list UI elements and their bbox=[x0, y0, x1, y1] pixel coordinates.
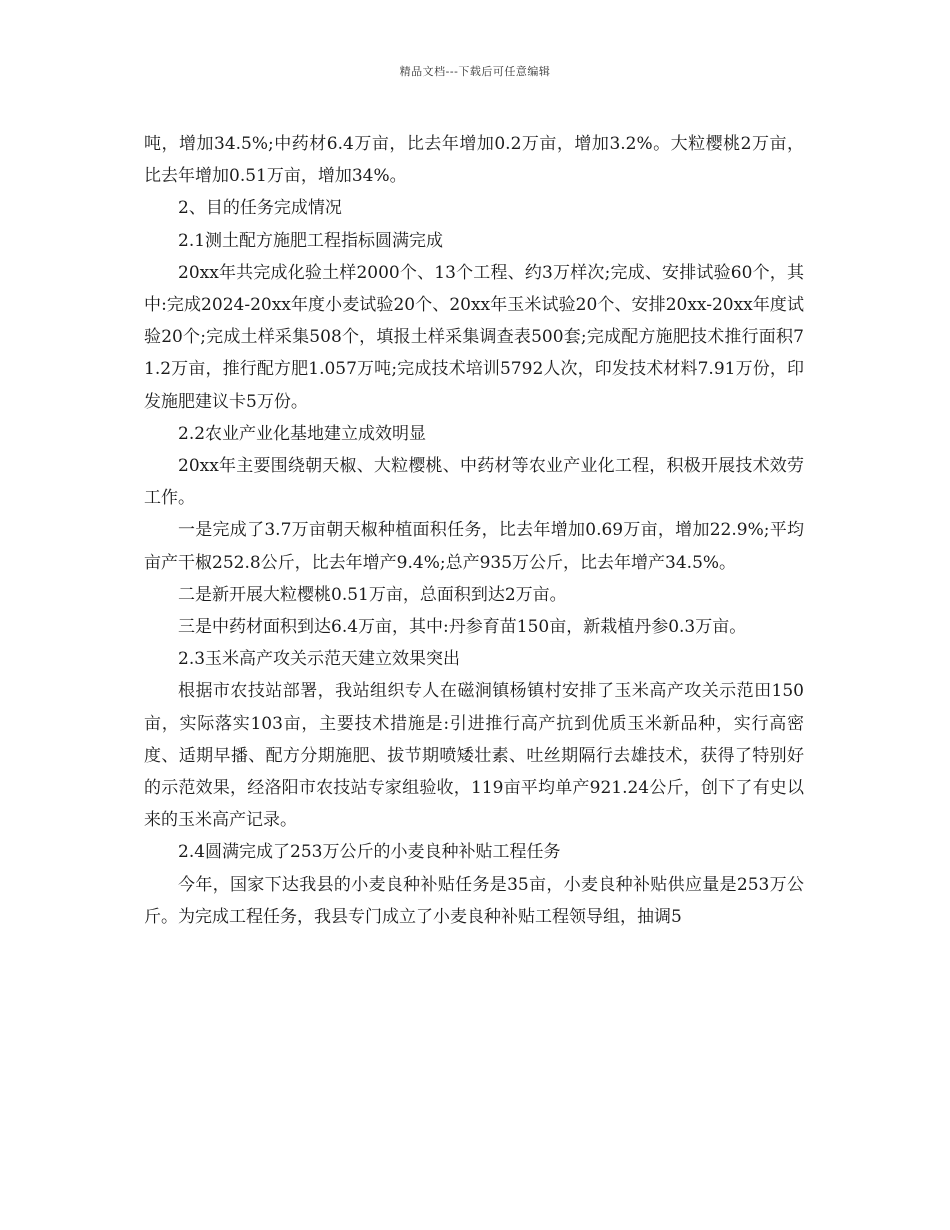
subsection-heading-2-1: 2.1测土配方施肥工程指标圆满完成 bbox=[178, 230, 444, 251]
paragraph-2-1: 20xx年共完成化验土样2000个、13个工程、约3万样次;完成、安排试验60个，其中:完成2024-20xx年度小麦试验20个、20xx年玉米试验20个、安排20xx-20xx年度试验20个;完成土样采集508个，填报土样采集调查表500套;完成配方施肥技术推行面积71.2万亩，推行配方肥1.057万吨;完成技术培训5792人次，印发技术材料7.91万份，印发施肥建议卡5万份。 bbox=[144, 262, 804, 412]
page-header: 精品文档---下载后可任意编辑 bbox=[399, 65, 551, 78]
paragraph-2-2: 20xx年主要围绕朝天椒、大粒樱桃、中药材等农业产业化工程，积极开展技术效劳工作。 bbox=[144, 456, 804, 509]
subsection-heading-2-4: 2.4圆满完成了253万公斤的小麦良种补贴工程任务 bbox=[178, 842, 561, 863]
paragraph-2-2-item-2: 二是新开展大粒樱桃0.51万亩，总面积到达2万亩。 bbox=[178, 584, 567, 605]
subsection-heading-2-2: 2.2农业产业化基地建立成效明显 bbox=[178, 423, 427, 444]
section-heading-2: 2、目的任务完成情况 bbox=[178, 198, 342, 219]
subsection-heading-2-3: 2.3玉米高产攻关示范天建立效果突出 bbox=[178, 649, 461, 670]
paragraph-2-4: 今年，国家下达我县的小麦良种补贴任务是35亩，小麦良种补贴供应量是253万公斤。为完成工程任务，我县专门成立了小麦良种补贴工程领导组，抽调5 bbox=[144, 874, 804, 927]
paragraph-2-3: 根据市农技站部署，我站组织专人在磁涧镇杨镇村安排了玉米高产攻关示范田150亩，实际落实103亩，主要技术措施是:引进推行高产抗到优质玉米新品种，实行高密度、适期早播、配方分期施肥、拔节期喷矮壮素、吐丝期隔行去雄技术，获得了特别好的示范效果，经洛阳市农技站专家组验收，119亩平均单产921.24公斤，创下了有史以来的玉米高产记录。 bbox=[144, 681, 804, 831]
document-body bbox=[144, 128, 804, 933]
paragraph-2-2-item-1: 一是完成了3.7万亩朝天椒种植面积任务，比去年增加0.69万亩，增加22.9%;平均亩产干椒252.8公斤，比去年增产9.4%;总产935万公斤，比去年增产34.5%。 bbox=[144, 520, 804, 573]
paragraph-2-2-item-3: 三是中药材面积到达6.4万亩，其中:丹参育苗150亩，新栽植丹参0.3万亩。 bbox=[178, 617, 747, 638]
paragraph-continuation: 吨，增加34.5%;中药材6.4万亩，比去年增加0.2万亩，增加3.2%。大粒樱桃2万亩，比去年增加0.51万亩，增加34%。 bbox=[144, 134, 804, 187]
